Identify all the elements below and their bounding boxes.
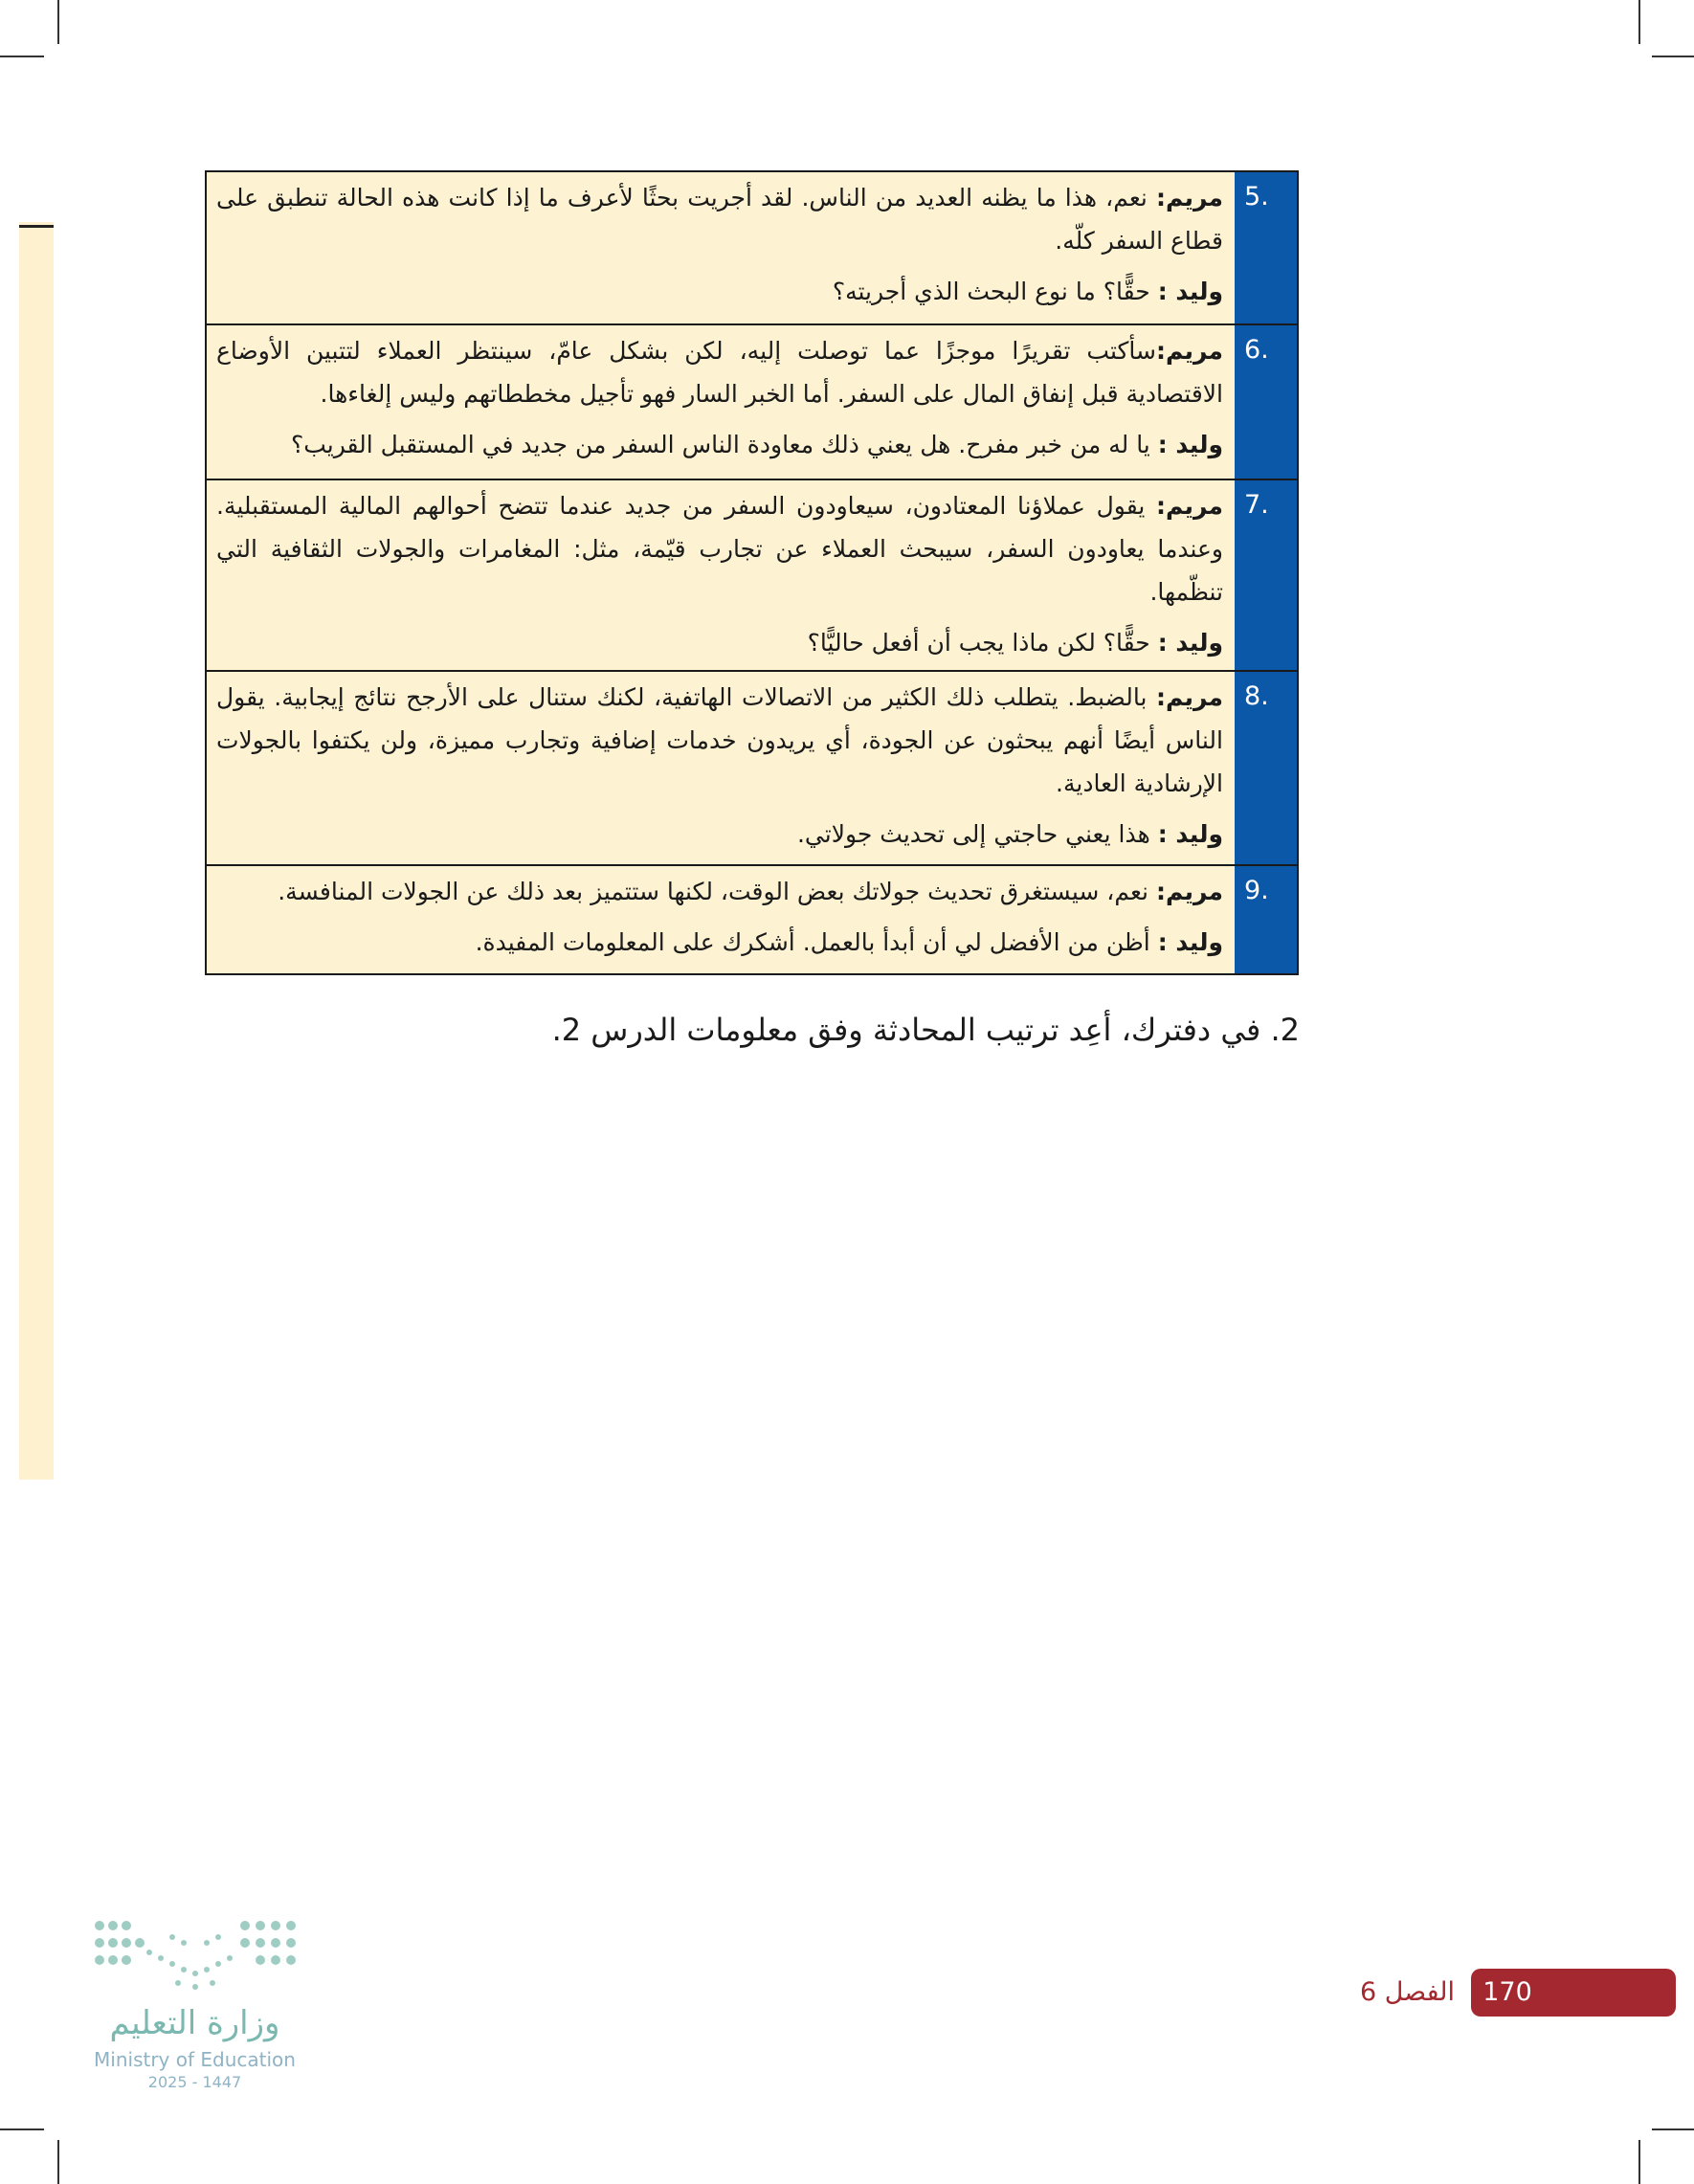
maryam-line: [216, 329, 1223, 415]
speaker-maryam: مريم:: [1155, 492, 1223, 520]
maryam-speech: نعم، هذا ما يظنه العديد من الناس. لقد أجريت بحثًا لأعرف ما إذا كانت هذه الحالة تنطبق على قطاع السفر كلّه.: [216, 184, 1223, 255]
page-number: 170: [1482, 1977, 1532, 2007]
dialogue-row: [207, 172, 1297, 325]
logo-english-name: Ministry of Education: [94, 2048, 296, 2071]
dialogue-text-cell: [207, 325, 1235, 479]
exercise-instruction: 2. في دفترك، أعِد ترتيب المحادثة وفق معلومات الدرس 2.: [551, 1012, 1300, 1048]
waleed-line: [216, 621, 1223, 664]
crop-mark: [1652, 2128, 1694, 2130]
speaker-waleed: وليد :: [1157, 431, 1223, 458]
waleed-line: [216, 270, 1223, 313]
item-number: 9.: [1235, 866, 1297, 973]
maryam-speech: سأكتب تقريرًا موجزًا عما توصلت إليه، لكن بشكل عامّ، سينتظر العملاء لتتبين الأوضاع الاقتصادية قبل إنفاق المال على السفر. أما الخبر السار فهو تأجيل مخططاتهم وليس إلغاءها.: [216, 337, 1223, 408]
waleed-speech: يا له من خبر مفرح. هل يعني ذلك معاودة الناس السفر من جديد في المستقبل القريب؟: [290, 431, 1158, 458]
speaker-waleed: وليد :: [1157, 820, 1223, 848]
speaker-maryam: مريم:: [1155, 337, 1223, 365]
maryam-speech: نعم، سيستغرق تحديث جولاتك بعض الوقت، لكنها ستتميز بعد ذلك عن الجولات المنافسة.: [278, 878, 1156, 905]
speaker-maryam: مريم:: [1155, 184, 1223, 212]
dialogue-row: [207, 325, 1297, 480]
maryam-line: [216, 870, 1223, 913]
crop-mark: [1638, 2140, 1640, 2184]
speaker-maryam: مريم:: [1155, 683, 1223, 711]
waleed-line: [216, 921, 1223, 964]
logo-year: 2025 - 1447: [147, 2073, 242, 2091]
crop-mark: [1638, 0, 1640, 44]
item-number: 5.: [1235, 172, 1297, 323]
waleed-speech: حقًّا؟ ما نوع البحث الذي أجريته؟: [832, 278, 1158, 305]
item-number: 7.: [1235, 480, 1297, 670]
maryam-line: [216, 484, 1223, 613]
item-number: 6.: [1235, 325, 1297, 479]
crop-mark: [0, 2128, 44, 2130]
side-color-band: [19, 222, 54, 1480]
waleed-speech: حقًّا؟ لكن ماذا يجب أن أفعل حاليًّا؟: [807, 629, 1158, 657]
crop-mark: [57, 2140, 59, 2184]
item-number: 8.: [1235, 672, 1297, 864]
dialogue-row: [207, 672, 1297, 866]
dialogue-text-cell: [207, 672, 1235, 864]
maryam-line: [216, 176, 1223, 262]
dialogue-text-cell: [207, 866, 1235, 973]
speaker-maryam: مريم:: [1155, 878, 1223, 905]
crop-mark: [57, 0, 59, 44]
waleed-line: [216, 813, 1223, 856]
speaker-waleed: وليد :: [1157, 629, 1223, 657]
dialogue-text-cell: [207, 480, 1235, 670]
side-tick-mark: [19, 225, 54, 228]
waleed-line: [216, 423, 1223, 466]
waleed-speech: هذا يعني حاجتي إلى تحديث جولاتي.: [796, 820, 1158, 848]
speaker-waleed: وليد :: [1157, 928, 1223, 956]
maryam-line: [216, 676, 1223, 805]
maryam-speech: بالضبط. يتطلب ذلك الكثير من الاتصالات الهاتفية، لكنك ستنال على الأرجح نتائج إيجابية. يقول الناس أيضًا أنهم يبحثون عن الجودة، أي يريدون خدمات إضافية وتجارب مميزة، ولن يكتفوا بالجولات الإرشادية العادية.: [216, 683, 1223, 797]
maryam-speech: يقول عملاؤنا المعتادون، سيعاودون السفر من جديد عندما تتضح أحوالهم المالية المستقبلية. وعندما يعاودون السفر، سيبحث العملاء عن تجارب قيّمة، مثل: المغامرات والجولات الثقافية التي تنظّمها.: [216, 492, 1223, 606]
ministry-logo: [92, 1914, 312, 2101]
crop-mark: [0, 56, 44, 57]
dialogue-table: [205, 170, 1299, 975]
waleed-speech: أظن من الأفضل لي أن أبدأ بالعمل. أشكرك على المعلومات المفيدة.: [475, 928, 1158, 956]
speaker-waleed: وليد :: [1157, 278, 1223, 305]
crop-mark: [1652, 56, 1694, 57]
dialogue-text-cell: [207, 172, 1235, 323]
logo-arabic-name: وزارة التعليم: [109, 2004, 280, 2042]
chapter-label: الفصل 6: [1359, 1977, 1455, 2007]
dialogue-row: [207, 866, 1297, 973]
logo-dots-icon: [92, 1914, 302, 2000]
dialogue-row: [207, 480, 1297, 672]
